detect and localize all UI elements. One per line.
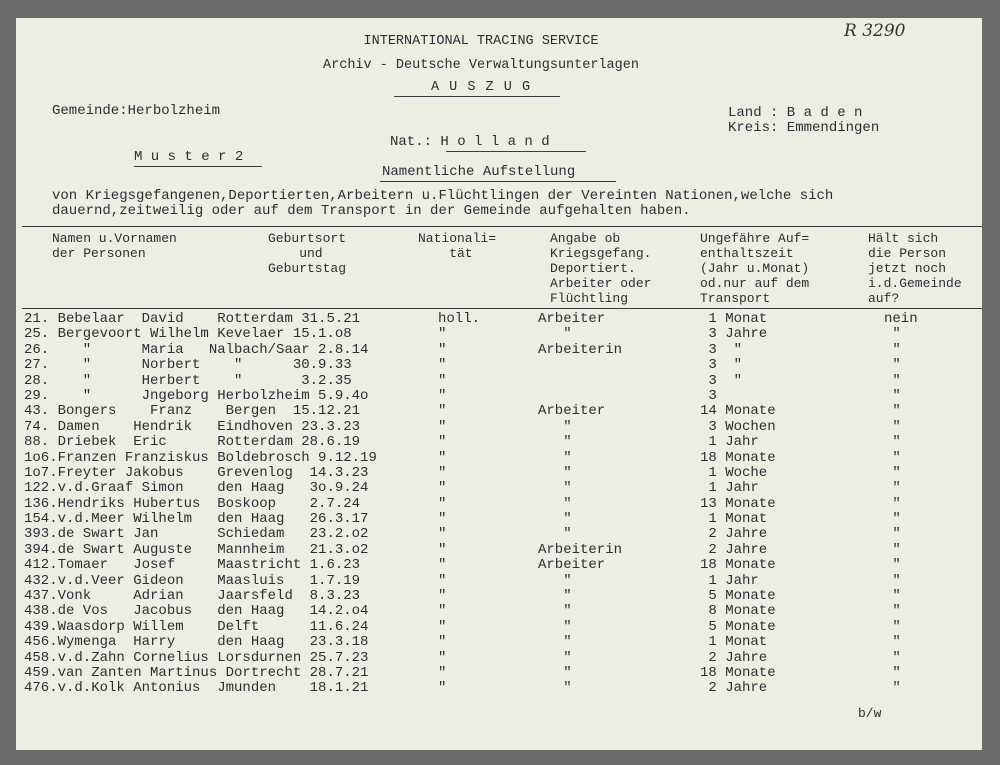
row-nationality: " xyxy=(438,603,447,620)
column-header-names: Namen u.Vornamen der Personen xyxy=(52,231,177,261)
nationality-underline xyxy=(446,151,586,152)
nationality-heading: Nat.: H o l l a n d xyxy=(390,134,550,150)
row-stay: 1 Jahr xyxy=(700,480,759,497)
row-stay: 2 Jahre xyxy=(700,649,768,666)
row-stay: 1 Monat xyxy=(700,634,768,651)
row-nationality: holl. xyxy=(438,311,481,327)
row-entry: 458.v.d.Zahn Cornelius Lorsdurnen 25.7.23 xyxy=(24,649,369,666)
row-present: " xyxy=(884,480,901,497)
row-stay: 1 Monat xyxy=(700,511,768,528)
row-present: " xyxy=(884,526,901,543)
row-present: " xyxy=(884,511,901,528)
table-row xyxy=(16,681,982,696)
row-type: " xyxy=(538,464,572,481)
row-present: " xyxy=(884,372,901,389)
person-table-body xyxy=(16,312,982,697)
row-nationality: " xyxy=(438,418,447,435)
row-present: " xyxy=(884,387,901,404)
footer-initials: b/w xyxy=(858,706,882,721)
row-stay: 1 Jahr xyxy=(700,434,759,451)
column-header-present: Hält sich die Person jetzt noch i.d.Gemeinde auf? xyxy=(868,231,962,306)
row-stay: 5 Monate xyxy=(700,618,776,635)
row-stay: 1 Woche xyxy=(700,464,768,481)
row-entry: 25. Bergevoort Wilhelm Kevelaer 15.1.o8 xyxy=(24,326,352,343)
row-type: Arbeiterin xyxy=(538,341,623,358)
description-line-1: von Kriegsgefangenen,Deportierten,Arbeitern u.Flüchtlingen der Vereinten Nationen,welche sich xyxy=(52,188,834,204)
row-entry: 74. Damen Hendrik Eindhoven 23.3.23 xyxy=(24,418,361,435)
row-nationality: " xyxy=(438,664,447,681)
row-stay: 18 Monate xyxy=(700,449,776,466)
table-row xyxy=(16,558,982,573)
list-title: Namentliche Aufstellung xyxy=(382,164,576,180)
row-nationality: " xyxy=(438,557,447,574)
table-row xyxy=(16,343,982,358)
row-entry: 459.van Zanten Martinus Dortrecht 28.7.21 xyxy=(24,664,369,681)
column-header-type: Angabe ob Kriegsgefang. Deportiert. Arbeiter oder Flüchtling xyxy=(550,231,652,306)
row-present: " xyxy=(884,557,901,574)
row-type: " xyxy=(538,418,572,435)
table-row xyxy=(16,404,982,419)
table-row xyxy=(16,635,982,650)
table-row xyxy=(16,589,982,604)
row-type: Arbeiterin xyxy=(538,541,623,558)
row-present: " xyxy=(884,449,901,466)
row-entry: 88. Driebek Eric Rotterdam 28.6.19 xyxy=(24,434,361,451)
row-stay: 3 Wochen xyxy=(700,418,776,435)
row-type: " xyxy=(538,511,572,528)
table-row xyxy=(16,312,982,327)
row-entry: 438.de Vos Jacobus den Haag 14.2.o4 xyxy=(24,603,369,620)
row-nationality: " xyxy=(438,511,447,528)
table-row xyxy=(16,651,982,666)
table-row xyxy=(16,451,982,466)
column-header-stay: Ungefähre Auf= enthaltszeit (Jahr u.Monat) od.nur auf dem Transport xyxy=(700,231,810,306)
row-nationality: " xyxy=(438,357,447,374)
row-type: " xyxy=(538,495,572,512)
row-nationality: " xyxy=(438,449,447,466)
row-nationality: " xyxy=(438,341,447,358)
auszug-title: A U S Z U G xyxy=(430,80,532,95)
org-title: INTERNATIONAL TRACING SERVICE xyxy=(363,34,599,49)
kreis-label: Kreis: Emmendingen xyxy=(728,120,880,136)
row-entry: 476.v.d.Kolk Antonius Jmunden 18.1.21 xyxy=(24,680,369,697)
row-entry: 43. Bongers Franz Bergen 15.12.21 xyxy=(24,403,361,420)
row-entry: 28. " Herbert " 3.2.35 xyxy=(24,372,352,389)
table-row xyxy=(16,435,982,450)
row-nationality: " xyxy=(438,649,447,666)
row-stay: 8 Monate xyxy=(700,603,776,620)
row-type: " xyxy=(538,572,572,589)
row-present: " xyxy=(884,603,901,620)
row-entry: 154.v.d.Meer Wilhelm den Haag 26.3.17 xyxy=(24,511,369,528)
row-entry: 439.Waasdorp Willem Delft 11.6.24 xyxy=(24,618,369,635)
muster-label: M u s t e r 2 xyxy=(134,149,244,165)
row-entry: 394.de Swart Auguste Mannheim 21.3.o2 xyxy=(24,541,369,558)
row-type: " xyxy=(538,526,572,543)
gemeinde-label: Gemeinde:Herbolzheim xyxy=(52,103,221,119)
row-entry: 437.Vonk Adrian Jaarsfeld 8.3.23 xyxy=(24,588,361,605)
row-nationality: " xyxy=(438,572,447,589)
row-type: Arbeiter xyxy=(538,557,606,574)
document-page xyxy=(16,18,982,750)
row-present: " xyxy=(884,541,901,558)
row-stay: 3 xyxy=(700,387,717,404)
row-stay: 1 Jahr xyxy=(700,572,759,589)
row-present: " xyxy=(884,341,901,358)
table-row xyxy=(16,543,982,558)
table-row xyxy=(16,358,982,373)
row-entry: 1o6.Franzen Franziskus Boldebrosch 9.12.19 xyxy=(24,449,377,466)
list-title-underline xyxy=(380,181,616,182)
row-present: " xyxy=(884,618,901,635)
table-row xyxy=(16,466,982,481)
table-row xyxy=(16,374,982,389)
muster-underline xyxy=(134,166,262,167)
row-stay: 2 Jahre xyxy=(700,680,768,697)
row-type: Arbeiter xyxy=(538,311,606,327)
row-entry: 27. " Norbert " 30.9.33 xyxy=(24,357,352,374)
row-stay: 3 Jahre xyxy=(700,326,768,343)
row-present: " xyxy=(884,357,901,374)
row-present: " xyxy=(884,664,901,681)
row-nationality: " xyxy=(438,480,447,497)
table-row xyxy=(16,604,982,619)
row-stay: 2 Jahre xyxy=(700,526,768,543)
row-stay: 3 " xyxy=(700,372,743,389)
row-stay: 5 Monate xyxy=(700,588,776,605)
table-row xyxy=(16,666,982,681)
land-label: Land : B a d e n xyxy=(728,105,863,121)
row-stay: 14 Monate xyxy=(700,403,776,420)
row-nationality: " xyxy=(438,588,447,605)
description-line-2: dauernd,zeitweilig oder auf dem Transport in der Gemeinde aufgehalten haben. xyxy=(52,203,691,219)
row-present: " xyxy=(884,649,901,666)
row-present: " xyxy=(884,403,901,420)
row-nationality: " xyxy=(438,434,447,451)
row-present: " xyxy=(884,680,901,697)
table-row xyxy=(16,420,982,435)
row-nationality: " xyxy=(438,618,447,635)
table-row xyxy=(16,327,982,342)
table-header-rule xyxy=(22,308,982,309)
row-type: " xyxy=(538,618,572,635)
column-header-nationality: Nationali= tät xyxy=(418,231,497,261)
row-present: " xyxy=(884,464,901,481)
row-entry: 29. " Jngeborg Herbolzheim 5.9.4o xyxy=(24,387,369,404)
row-entry: 26. " Maria Nalbach/Saar 2.8.14 xyxy=(24,341,369,358)
table-row xyxy=(16,527,982,542)
row-type: " xyxy=(538,434,572,451)
row-stay: 18 Monate xyxy=(700,664,776,681)
row-nationality: " xyxy=(438,464,447,481)
row-present: nein xyxy=(884,311,918,327)
row-present: " xyxy=(884,495,901,512)
row-present: " xyxy=(884,634,901,651)
table-top-rule xyxy=(22,226,982,227)
row-type: " xyxy=(538,649,572,666)
row-stay: 3 " xyxy=(700,357,743,374)
row-nationality: " xyxy=(438,326,447,343)
row-entry: 21. Bebelaar David Rotterdam 31.5.21 xyxy=(24,311,361,327)
row-present: " xyxy=(884,588,901,605)
row-stay: 13 Monate xyxy=(700,495,776,512)
row-type: " xyxy=(538,603,572,620)
row-type: " xyxy=(538,680,572,697)
row-stay: 2 Jahre xyxy=(700,541,768,558)
row-present: " xyxy=(884,418,901,435)
row-nationality: " xyxy=(438,526,447,543)
row-nationality: " xyxy=(438,680,447,697)
row-nationality: " xyxy=(438,372,447,389)
handwritten-reference: R 3290 xyxy=(844,21,906,41)
table-row xyxy=(16,481,982,496)
row-stay: 1 Monat xyxy=(700,311,768,327)
row-type: " xyxy=(538,480,572,497)
row-nationality: " xyxy=(438,495,447,512)
row-nationality: " xyxy=(438,634,447,651)
row-present: " xyxy=(884,434,901,451)
row-type: " xyxy=(538,326,572,343)
table-row xyxy=(16,497,982,512)
row-stay: 3 " xyxy=(700,341,743,358)
row-nationality: " xyxy=(438,387,447,404)
row-type: " xyxy=(538,449,572,466)
row-type: " xyxy=(538,664,572,681)
row-nationality: " xyxy=(438,541,447,558)
column-header-birth: Geburtsort und Geburtstag xyxy=(268,231,347,276)
row-nationality: " xyxy=(438,403,447,420)
row-entry: 1o7.Freyter Jakobus Grevenlog 14.3.23 xyxy=(24,464,369,481)
table-row xyxy=(16,512,982,527)
row-entry: 122.v.d.Graaf Simon den Haag 3o.9.24 xyxy=(24,480,369,497)
row-type: Arbeiter xyxy=(538,403,606,420)
table-row xyxy=(16,620,982,635)
row-type: " xyxy=(538,588,572,605)
row-entry: 456.Wymenga Harry den Haag 23.3.18 xyxy=(24,634,369,651)
auszug-underline xyxy=(394,96,560,97)
row-entry: 136.Hendriks Hubertus Boskoop 2.7.24 xyxy=(24,495,361,512)
row-type: " xyxy=(538,634,572,651)
table-row xyxy=(16,574,982,589)
row-present: " xyxy=(884,326,901,343)
row-present: " xyxy=(884,572,901,589)
archive-title: Archiv - Deutsche Verwaltungsunterlagen xyxy=(323,58,639,73)
table-row xyxy=(16,389,982,404)
row-stay: 18 Monate xyxy=(700,557,776,574)
row-entry: 432.v.d.Veer Gideon Maasluis 1.7.19 xyxy=(24,572,361,589)
row-entry: 412.Tomaer Josef Maastricht 1.6.23 xyxy=(24,557,361,574)
row-entry: 393.de Swart Jan Schiedam 23.2.o2 xyxy=(24,526,369,543)
